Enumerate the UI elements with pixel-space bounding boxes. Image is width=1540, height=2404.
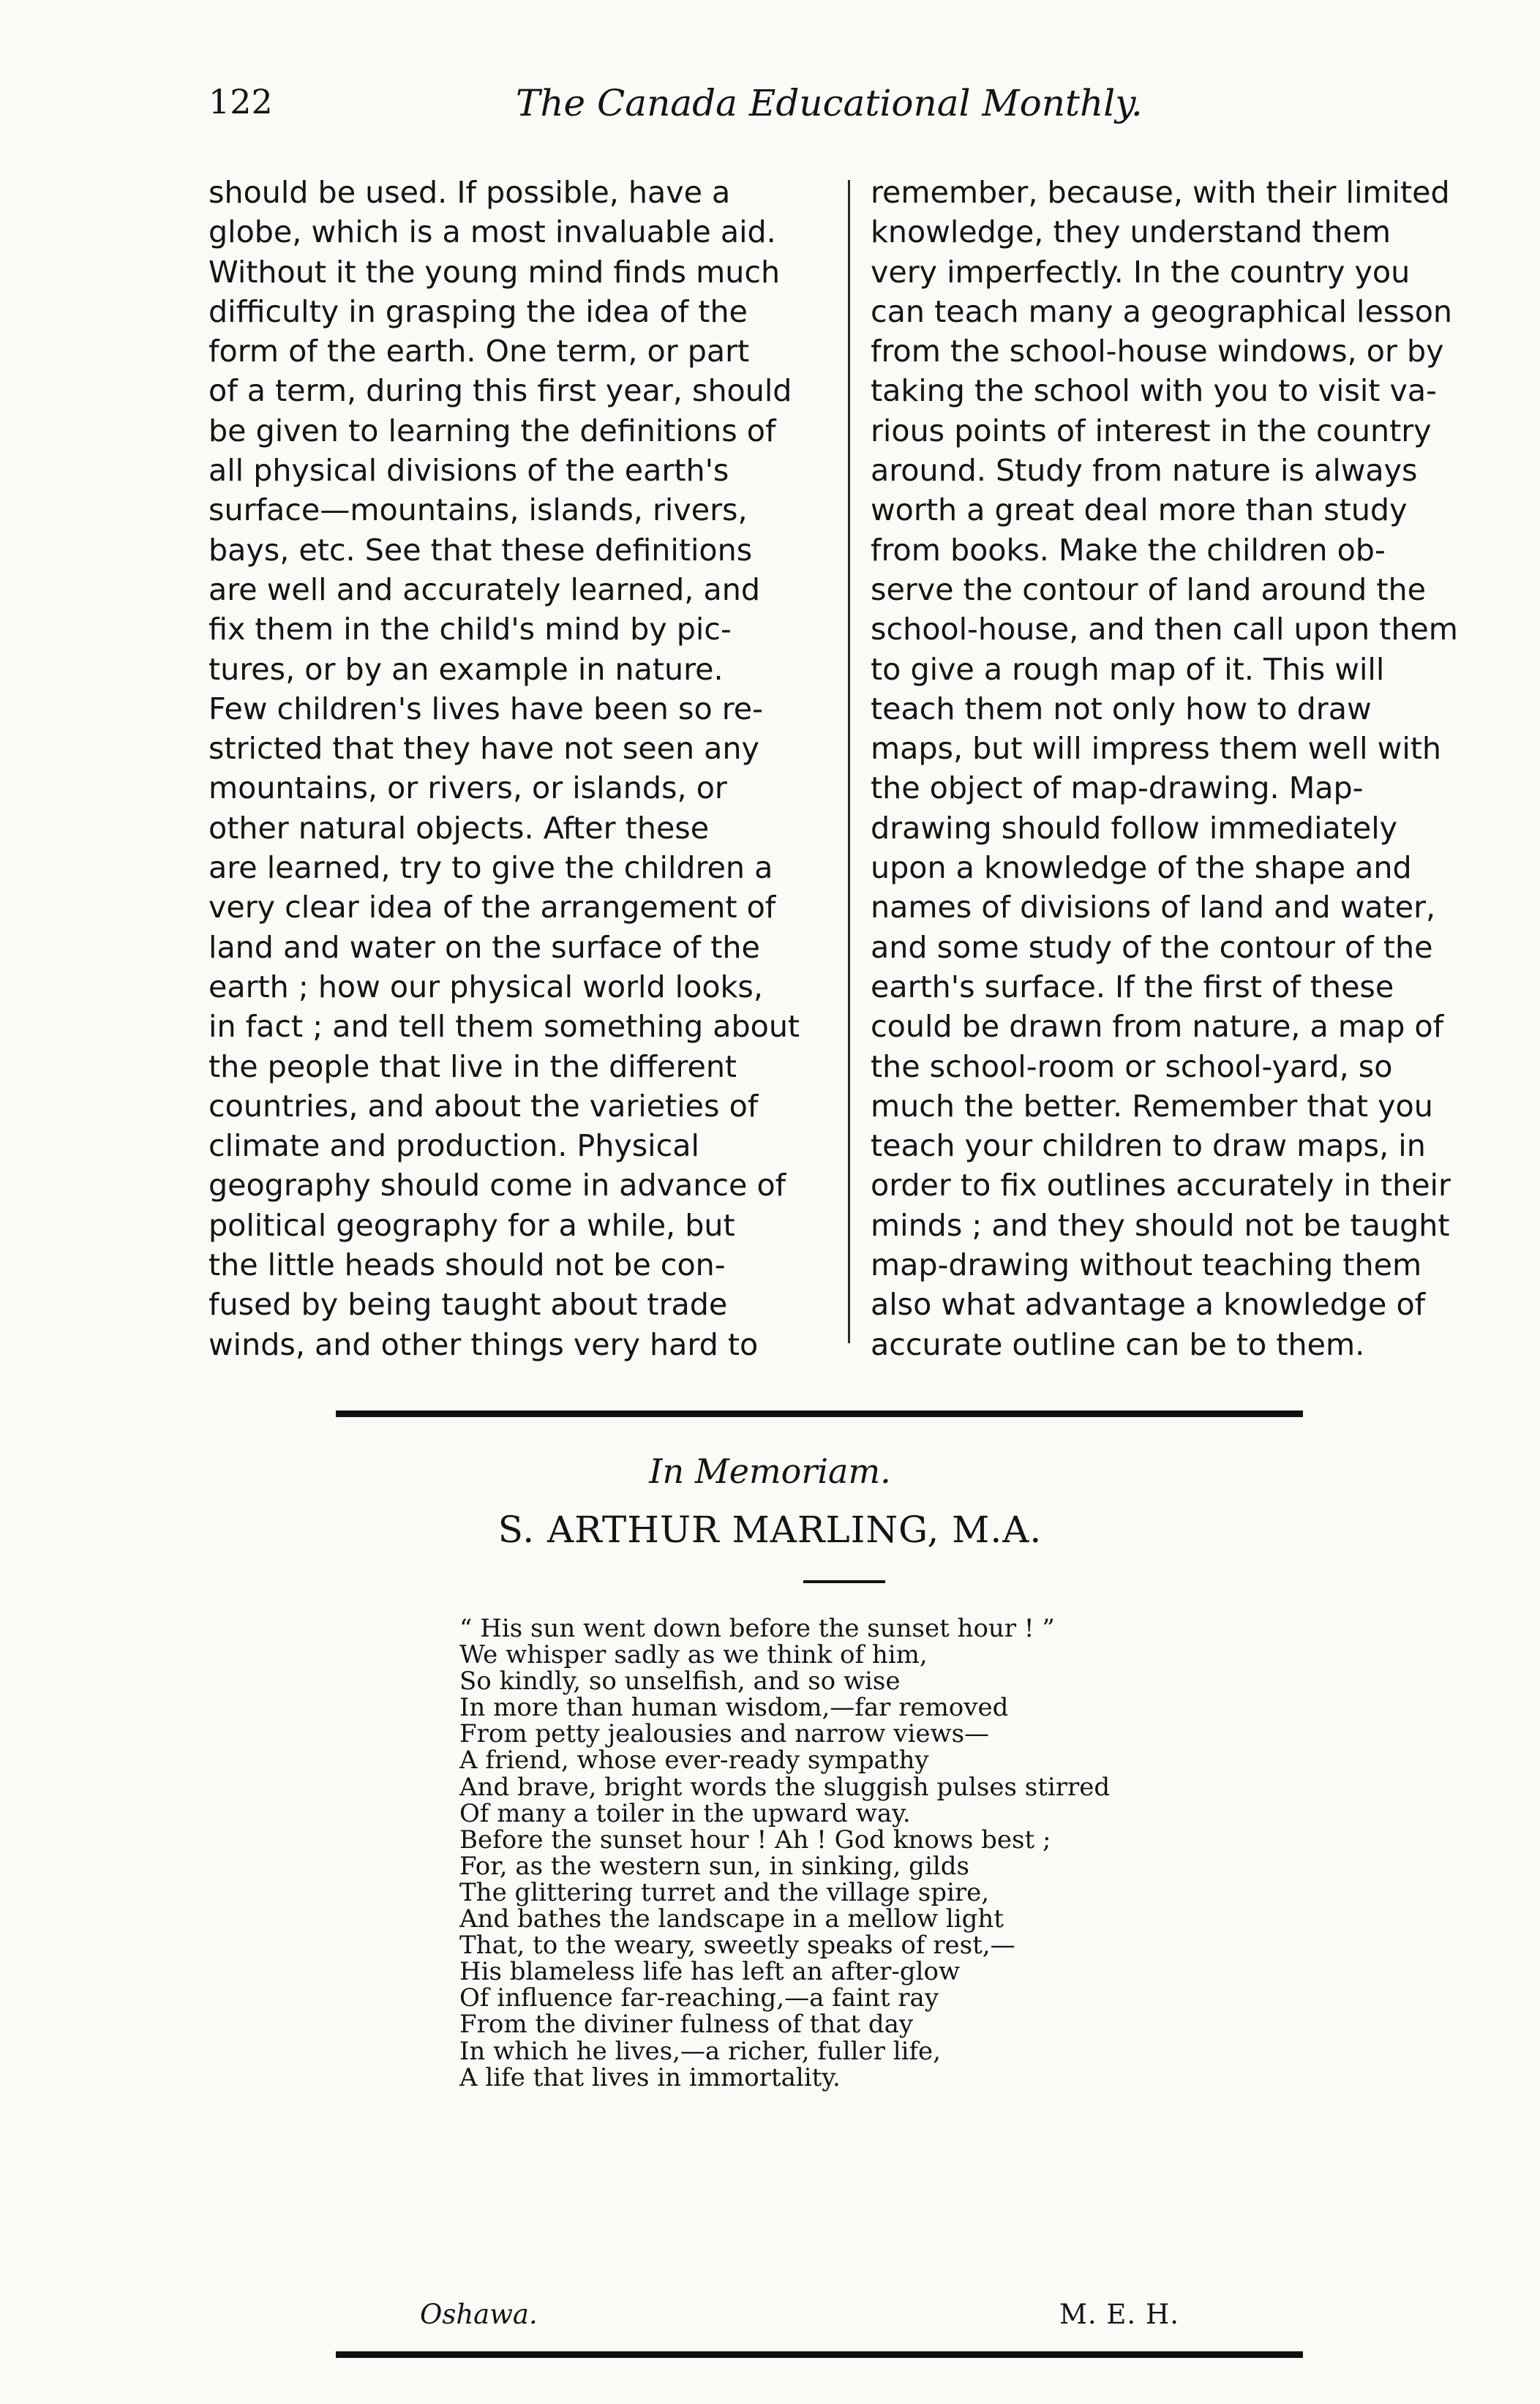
text-line: tures, or by an example in nature.: [209, 651, 724, 687]
poem-line: Of influence far-reaching,—a faint ray: [459, 1983, 939, 2013]
text-line: minds ; and they should not be taught: [871, 1207, 1450, 1243]
text-line: and some study of the contour of the: [871, 929, 1433, 965]
text-line: climate and production. Physical: [209, 1128, 699, 1164]
text-line: countries, and about the varieties of: [209, 1088, 759, 1124]
poem-line: So kindly, so unselfish, and so wise: [459, 1667, 901, 1697]
text-line: upon a knowledge of the shape and: [871, 850, 1412, 886]
memoriam-poem: [459, 1615, 1110, 2091]
text-line: much the better. Remember that you: [871, 1088, 1433, 1124]
text-line: political geography for a while, but: [209, 1207, 735, 1243]
column-divider: [848, 180, 850, 1343]
text-line: remember, because, with their limited: [871, 175, 1450, 210]
text-line: around. Study from nature is always: [871, 453, 1418, 489]
text-line: map-drawing without teaching them: [871, 1247, 1422, 1283]
poem-line: A friend, whose ever-ready sympathy: [459, 1746, 929, 1776]
journal-title: The Canada Educational Monthly.: [516, 82, 1143, 124]
text-line: other natural objects. After these: [209, 810, 710, 846]
text-line: earth's surface. If the first of these: [871, 969, 1394, 1004]
text-line: the little heads should not be con-: [209, 1247, 726, 1283]
right-column-text: [871, 173, 1485, 1364]
poem-line: From petty jealousies and narrow views—: [459, 1719, 990, 1749]
poem-line: In more than human wisdom,—far removed: [459, 1693, 1009, 1723]
text-line: geography should come in advance of: [209, 1168, 786, 1203]
left-column-text: [209, 173, 830, 1364]
text-line: the people that live in the different: [209, 1048, 737, 1084]
text-line: maps, but will impress them well with: [871, 731, 1442, 767]
text-line: taking the school with you to visit va-: [871, 373, 1437, 409]
memoriam-short-rule: [803, 1580, 885, 1583]
text-line: can teach many a geographical lesson: [871, 293, 1453, 329]
text-line: should be used. If possible, have a: [209, 175, 731, 210]
poem-line: The glittering turret and the village spire,: [459, 1877, 990, 1907]
text-line: names of divisions of land and water,: [871, 890, 1436, 925]
memoriam-heading: In Memoriam.: [649, 1451, 891, 1491]
poem-line: For, as the western sun, in sinking, gilds: [459, 1851, 969, 1881]
poem-line: And bathes the landscape in a mellow light: [459, 1904, 1004, 1934]
text-line: teach them not only how to draw: [871, 691, 1372, 726]
poem-line: Before the sunset hour ! Ah ! God knows best ;: [459, 1825, 1051, 1855]
poem-line: And brave, bright words the sluggish pulses stirred: [459, 1772, 1111, 1802]
text-line: are learned, try to give the children a: [209, 850, 773, 886]
poem-line: From the diviner fulness of that day: [459, 2010, 914, 2040]
text-line: school-house, and then call upon them: [871, 612, 1458, 647]
text-line: the school-room or school-yard, so: [871, 1048, 1393, 1084]
poem-line: Of many a toiler in the upward way.: [459, 1798, 911, 1828]
text-line: rious points of interest in the country: [871, 413, 1432, 448]
text-line: of a term, during this first year, should: [209, 373, 792, 409]
text-line: Few children's lives have been so re-: [209, 691, 763, 726]
text-line: be given to learning the definitions of: [209, 413, 776, 448]
poem-author-initials: M. E. H.: [1059, 2299, 1179, 2330]
text-line: difficulty in grasping the idea of the: [209, 293, 748, 329]
text-line: earth ; how our physical world looks,: [209, 969, 763, 1004]
text-line: mountains, or rivers, or islands, or: [209, 770, 727, 806]
text-line: Without it the young mind finds much: [209, 254, 781, 290]
poem-line: That, to the weary, sweetly speaks of rest,—: [459, 1931, 1015, 1961]
text-line: in fact ; and tell them something about: [209, 1009, 800, 1045]
text-line: globe, which is a most invaluable aid.: [209, 214, 776, 250]
text-line: winds, and other things very hard to: [209, 1326, 759, 1362]
page-header: [209, 82, 1189, 133]
text-line: accurate outline can be to them.: [871, 1326, 1365, 1362]
poem-line: “ His sun went down before the sunset hour ! ”: [459, 1614, 1055, 1643]
text-line: bays, etc. See that these definitions: [209, 532, 753, 568]
text-line: fix them in the child's mind by pic-: [209, 612, 732, 647]
text-line: drawing should follow immediately: [871, 810, 1398, 846]
poem-line: A life that lives in immortality.: [459, 2062, 841, 2092]
text-line: from the school-house windows, or by: [871, 334, 1444, 369]
text-line: form of the earth. One term, or part: [209, 334, 750, 369]
poem-line: We whisper sadly as we think of him,: [459, 1640, 928, 1670]
text-line: very clear idea of the arrangement of: [209, 890, 776, 925]
text-line: to give a rough map of it. This will: [871, 651, 1385, 687]
text-line: worth a great deal more than study: [871, 492, 1408, 528]
poem-place: Oshawa.: [420, 2299, 538, 2330]
text-line: order to fix outlines accurately in their: [871, 1168, 1451, 1203]
poem-line: In which he lives,—a richer, fuller life,: [459, 2036, 941, 2066]
text-line: all physical divisions of the earth's: [209, 453, 729, 489]
text-line: also what advantage a knowledge of: [871, 1287, 1426, 1323]
section-rule-top: [336, 1411, 1303, 1417]
page-number: 122: [209, 82, 273, 121]
text-line: land and water on the surface of the: [209, 929, 760, 965]
text-line: very imperfectly. In the country you: [871, 254, 1411, 290]
text-line: stricted that they have not seen any: [209, 731, 759, 767]
text-line: could be drawn from nature, a map of: [871, 1009, 1444, 1045]
text-line: serve the contour of land around the: [871, 571, 1426, 607]
memoriam-name: S. ARTHUR MARLING, M.A.: [497, 1509, 1043, 1551]
text-line: are well and accurately learned, and: [209, 571, 760, 607]
text-line: knowledge, they understand them: [871, 214, 1391, 250]
text-line: the object of map-drawing. Map-: [871, 770, 1364, 806]
text-line: teach your children to draw maps, in: [871, 1128, 1426, 1164]
text-line: surface—mountains, islands, rivers,: [209, 492, 748, 528]
text-line: fused by being taught about trade: [209, 1287, 728, 1323]
section-rule-bottom: [336, 2351, 1303, 2358]
poem-line: His blameless life has left an after-glow: [459, 1957, 961, 1987]
text-line: from books. Make the children ob-: [871, 532, 1386, 568]
